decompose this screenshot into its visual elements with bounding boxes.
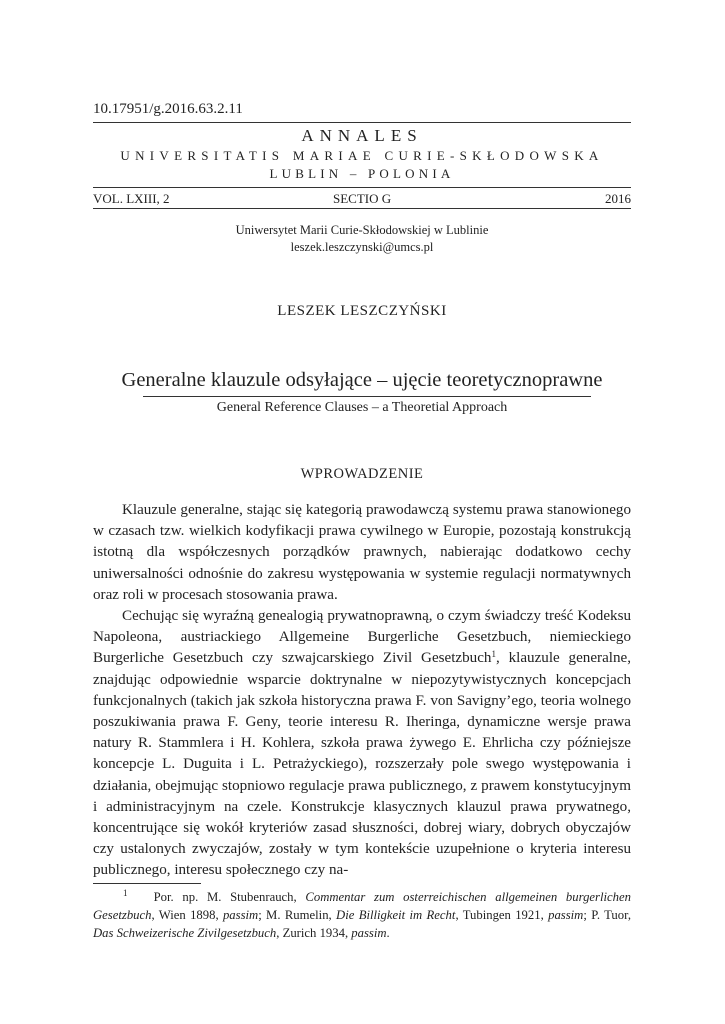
footnote-cited-title: Das Schweizerische Zivilgesetzbuch [93,926,277,940]
header-top-rule [93,122,631,123]
footnote-number: 1 [123,888,128,898]
paragraph-2-part-1: Cechując się wyraźną genealogią prywatnoprawną, o czym świadczy treść Kodeksu Napoleona, austriackiego Allgemeine Burgerliche Gesetzbuch, niemieckiego Burgerliche Gesetzbuch czy szwajcarskiego Zivil Gesetzbuch [93,608,631,667]
footnote-reference[interactable]: 1 [491,649,496,660]
footnote-cited-title: Die Billigkeit im Recht [336,908,456,922]
footnote-text: . [386,926,390,940]
footnote-separator [93,883,201,884]
journal-location: LUBLIN – POLONIA [269,166,455,181]
footnote-passim: passim [222,908,259,922]
affiliation-institution: Uniwersytet Marii Curie-Skłodowskiej w Lublinie [235,223,489,237]
author-name: LESZEK LESZCZYŃSKI [277,303,447,319]
publication-year: 2016 [605,191,631,206]
paragraph-1: Klauzule generalne, stając się kategorią prawodawczą systemu prawa stanowionego w czasach tzw. wielkich kodyfikacji prawa cywilnego w Europie, pozostają konstrukcją istotną dla współczesnych porządków prawnych, nabierając dodatkowo cechy uniwersalności odnośnie do zakresu występowania w systemie regulacji normatywnych oraz roli w procesach stosowania prawa. [93,502,631,603]
footnote-passim: passim [548,908,584,922]
paragraph-2-part-2: , klauzule generalne, znajdując odpowiednie wsparcie doktrynalne w niepozytywistycznych koncepcjach funkcjonalnych (takich jak szkoła historyczna prawa F. von Savigny’ego, teoria wolnego poszukiwania prawa F. Geny, teorie interesu R. Iheringa, dynamiczne wersje prawa natury R. Stammlera i H. Kohlera, szkoła prawa żywego E. Ehrlicha czy późniejsze koncepcje L. Duguita i L. Petrażyckiego), rozszerzały pole swego występowania i działania, obejmując stopniowo regulacje prawa publicznego, z prawem konstytucyjnym i administracyjnym na czele. Konstrukcje klasycznych klauzul prawa prywatnego, koncentrujące się wokół kryteriów zasad słuszności, dobrej wiary, dobrych obyczajów czy ustalonych zwyczajów, zostały w tym kontekście uzupełnione o kryteria interesu publicznego, interesu społecznego czy na- [93,650,631,879]
journal-name: ANNALES [301,126,423,145]
article-body [93,500,631,882]
volume-number: VOL. LXIII, 2 [93,191,170,206]
university-name: UNIVERSITATIS MARIAE CURIE-SKŁODOWSKA [120,148,604,163]
footnote-passim: passim [351,926,387,940]
footnote-text: , Zurich 1934, [276,926,352,940]
doi: 10.17951/g.2016.63.2.11 [93,101,243,117]
header-middle-rule [93,187,631,188]
affiliation-email: leszek.leszczynski@umcs.pl [290,240,434,254]
paragraph-2 [93,606,631,882]
journal-section: SECTIO G [333,191,392,206]
article-title: Generalne klauzule odsyłające – ujęcie teoretycznoprawne [121,369,603,391]
footnote-text: ; M. Rumelin, [258,908,337,922]
title-underline [143,396,591,397]
footnote-cited-title: Commentar zum osterreichischen allgemeinen burgerlichen Gesetzbuch [93,890,631,922]
article-subtitle: General Reference Clauses – a Theoretial Approach [216,400,508,415]
footnote-text: , Wien 1898, [151,908,223,922]
footnote-text: ; P. Tuor, [583,908,631,922]
footnote-text: , Tubingen 1921, [455,908,549,922]
footnote-text: Por. np. M. Stubenrauch, [153,890,306,904]
section-heading: WPROWADZENIE [300,466,424,482]
header-bottom-rule [93,208,631,209]
footnote-1 [93,888,631,942]
author-affiliation [93,222,631,256]
